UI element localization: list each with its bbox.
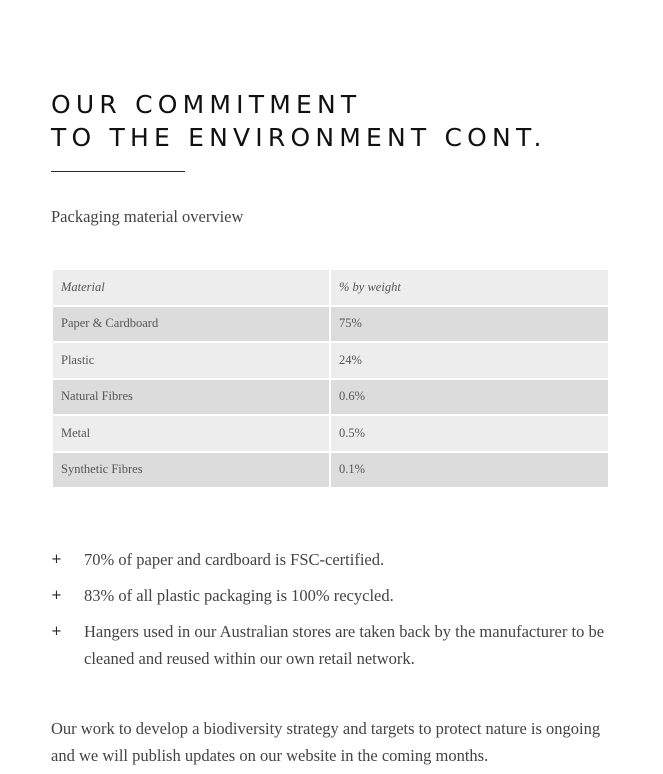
title-divider: [51, 171, 185, 172]
material-cell: Paper & Cardboard: [53, 307, 329, 342]
weight-cell: 24%: [331, 343, 608, 378]
weight-cell: 75%: [331, 307, 608, 342]
column-header-weight: % by weight: [331, 270, 608, 305]
table-row: [53, 343, 608, 378]
packaging-material-table: [51, 268, 610, 489]
section-subtitle: Packaging material overview: [51, 207, 244, 226]
weight-cell: 0.1%: [331, 453, 608, 488]
list-item-text: Hangers used in our Australian stores are taken back by the manufacturer to be cleaned and reused within our own retail network.: [84, 622, 605, 668]
material-cell: Metal: [53, 416, 329, 451]
facts-list: [51, 546, 611, 681]
page-title: [51, 88, 547, 154]
table-row: [53, 380, 608, 415]
material-cell: Natural Fibres: [53, 380, 329, 415]
closing-paragraph: Our work to develop a biodiversity strategy and targets to protect nature is ongoing and we will publish updates on our website in the coming months.: [51, 719, 601, 765]
material-cell: Plastic: [53, 343, 329, 378]
page-title-line-1: OUR COMMITMENT: [51, 90, 362, 119]
weight-cell: 0.6%: [331, 380, 608, 415]
table-row: [53, 416, 608, 451]
material-cell: Synthetic Fibres: [53, 453, 329, 488]
list-item-text: 83% of all plastic packaging is 100% recycled.: [84, 586, 394, 605]
plus-bullet-icon: +: [51, 624, 62, 639]
plus-bullet-icon: +: [51, 588, 62, 603]
list-item: [51, 582, 611, 609]
weight-cell: 0.5%: [331, 416, 608, 451]
plus-bullet-icon: +: [51, 552, 62, 567]
list-item-text: 70% of paper and cardboard is FSC-certified.: [84, 550, 385, 569]
column-header-material: Material: [53, 270, 329, 305]
table-row: [53, 307, 608, 342]
list-item: [51, 546, 611, 573]
page-title-line-2: TO THE ENVIRONMENT CONT.: [51, 123, 547, 152]
list-item: [51, 618, 611, 672]
table-header-row: [53, 270, 608, 305]
table-row: [53, 453, 608, 488]
